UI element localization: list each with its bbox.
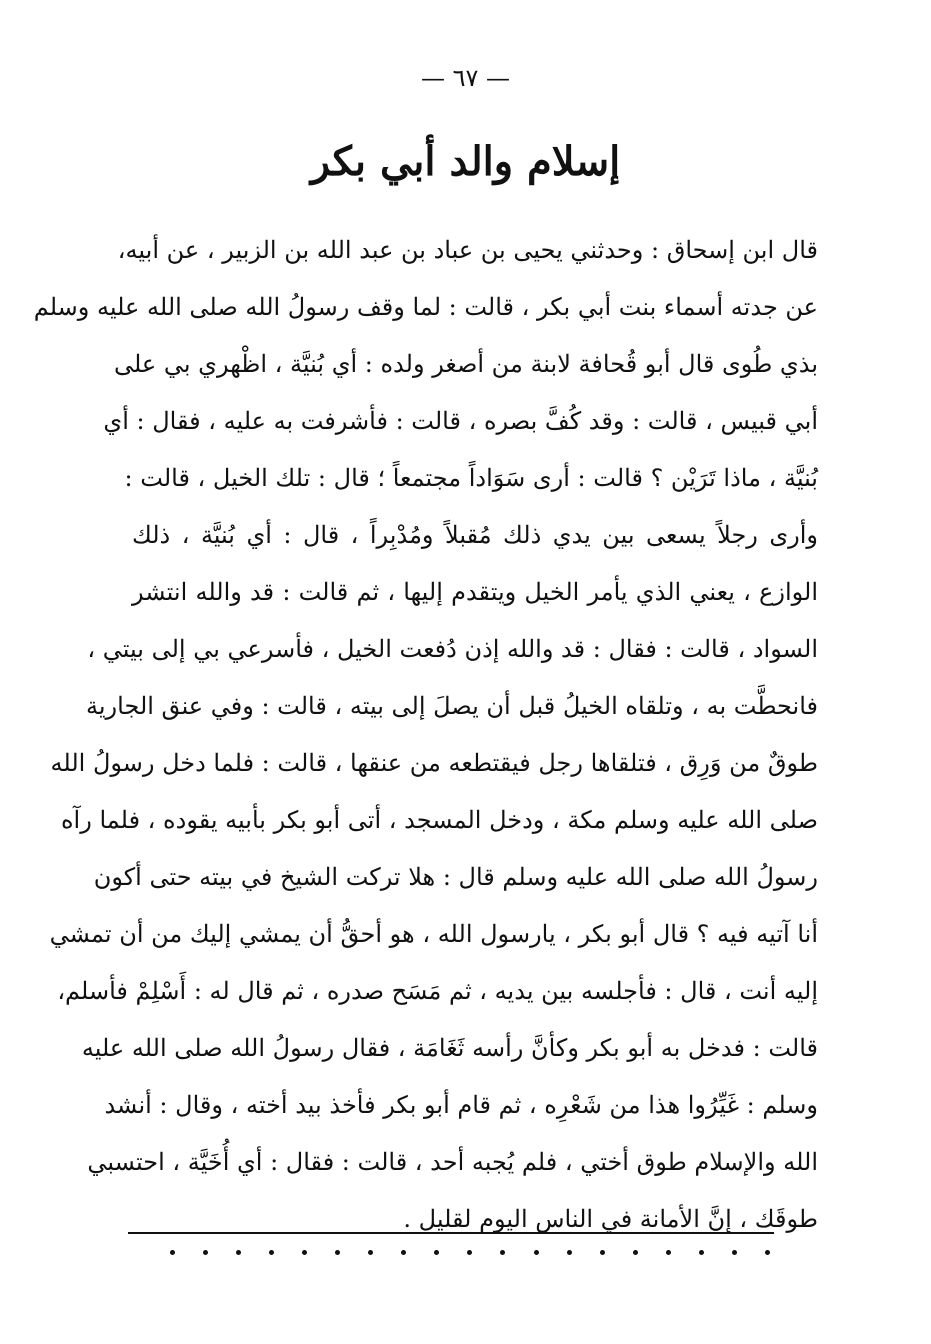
text-line: وأرى رجلاً يسعى بين يدي ذلك مُقبلاً ومُدْبِراً ، قال : أي بُنيَّة ، ذلك [132,521,818,549]
ornament-dot [666,1250,671,1255]
ornament-dot [534,1250,539,1255]
text-line: الوازع ، يعني الذي يأمر الخيل ويتقدم إليها ، ثم قالت : قد والله انتشر [132,578,818,606]
text-line: قال ابن إسحاق : وحدثني يحيى بن عباد بن عبد الله بن الزبير ، عن أبيه، [117,236,818,264]
text-line: الله والإسلام طوق أختي ، فلم يُجبه أحد ، قالت : فقال : أي أُخَيَّة ، احتسبي [87,1148,818,1176]
text-line: بُنيَّة ، ماذا تَرَيْن ؟ قالت : أرى سَوَاداً مجتمعاً ؛ قال : تلك الخيل ، قالت : [124,464,818,492]
ornament-dot [699,1250,704,1255]
ornament-dot [567,1250,572,1255]
text-line: أنا آتيه فيه ؟ قال أبو بكر ، يارسول الله ، هو أحقُّ أن يمشي إليك من أن تمشي [49,920,818,948]
ornament-dot [500,1250,505,1255]
ornament-dot [203,1250,208,1255]
ornament-dot [236,1250,241,1255]
text-line: طوقَك ، إنَّ الأمانة في الناس اليوم لقليل . [403,1205,818,1233]
text-line: بذي طُوى قال أبو قُحافة لابنة من أصغر ولده : أي بُنيَّة ، اظْهري بي على [113,350,818,378]
text-line: طوقٌ من وَرِق ، فتلقاها رجل فيقتطعه من عنقها ، قالت : فلما دخل رسولُ الله [50,749,818,777]
text-line: صلى الله عليه وسلم مكة ، ودخل المسجد ، أتى أبو بكر بأبيه يقوده ، فلما رآه [60,806,818,834]
ornament-dot [600,1250,605,1255]
text-line: عن جدته أسماء بنت أبي بكر ، قالت : لما وقف رسولُ الله صلى الله عليه وسلم [33,293,818,321]
text-line: وسلم : غَيِّرُوا هذا من شَعْرِه ، ثم قام أبو بكر فأخذ بيد أخته ، وقال : أنشد [104,1091,818,1119]
text-line: السواد ، قالت : فقال : قد والله إذن دُفعت الخيل ، فأسرعي بي إلى بيتي ، [87,635,818,663]
ornament-dot [765,1250,770,1255]
ornament-dot [368,1250,373,1255]
ornament-dot [269,1250,274,1255]
footer-dots [170,1250,770,1255]
ornament-dot [467,1250,472,1255]
ornament-dot [335,1250,340,1255]
text-line: إليه أنت ، قال : فأجلسه بين يديه ، ثم مَسَح صدره ، ثم قال له : أَسْلِمْ فأسلم، [57,977,818,1005]
footer-rule [128,1232,774,1234]
page-number: — ٦٧ — [420,64,511,92]
ornament-dot [633,1250,638,1255]
ornament-dot [732,1250,737,1255]
text-line: فانحطَّت به ، وتلقاه الخيلُ قبل أن يصلَ إلى بيته ، قالت : وفي عنق الجارية [86,692,818,720]
text-line: رسولُ الله صلى الله عليه وسلم قال : هلا تركت الشيخ في بيته حتى أكون [93,863,818,891]
chapter-title: إسلام والد أبي بكر [310,138,621,185]
text-line: أبي قبيس ، قالت : وقد كُفَّ بصره ، قالت : فأشرفت به عليه ، فقال : أي [103,407,818,435]
text-line: قالت : فدخل به أبو بكر وكأنَّ رأسه ثَغَامَة ، فقال رسولُ الله صلى الله عليه [81,1034,818,1062]
ornament-dot [401,1250,406,1255]
body-text [33,222,818,1248]
ornament-dot [170,1250,175,1255]
ornament-dot [302,1250,307,1255]
ornament-dot [434,1250,439,1255]
